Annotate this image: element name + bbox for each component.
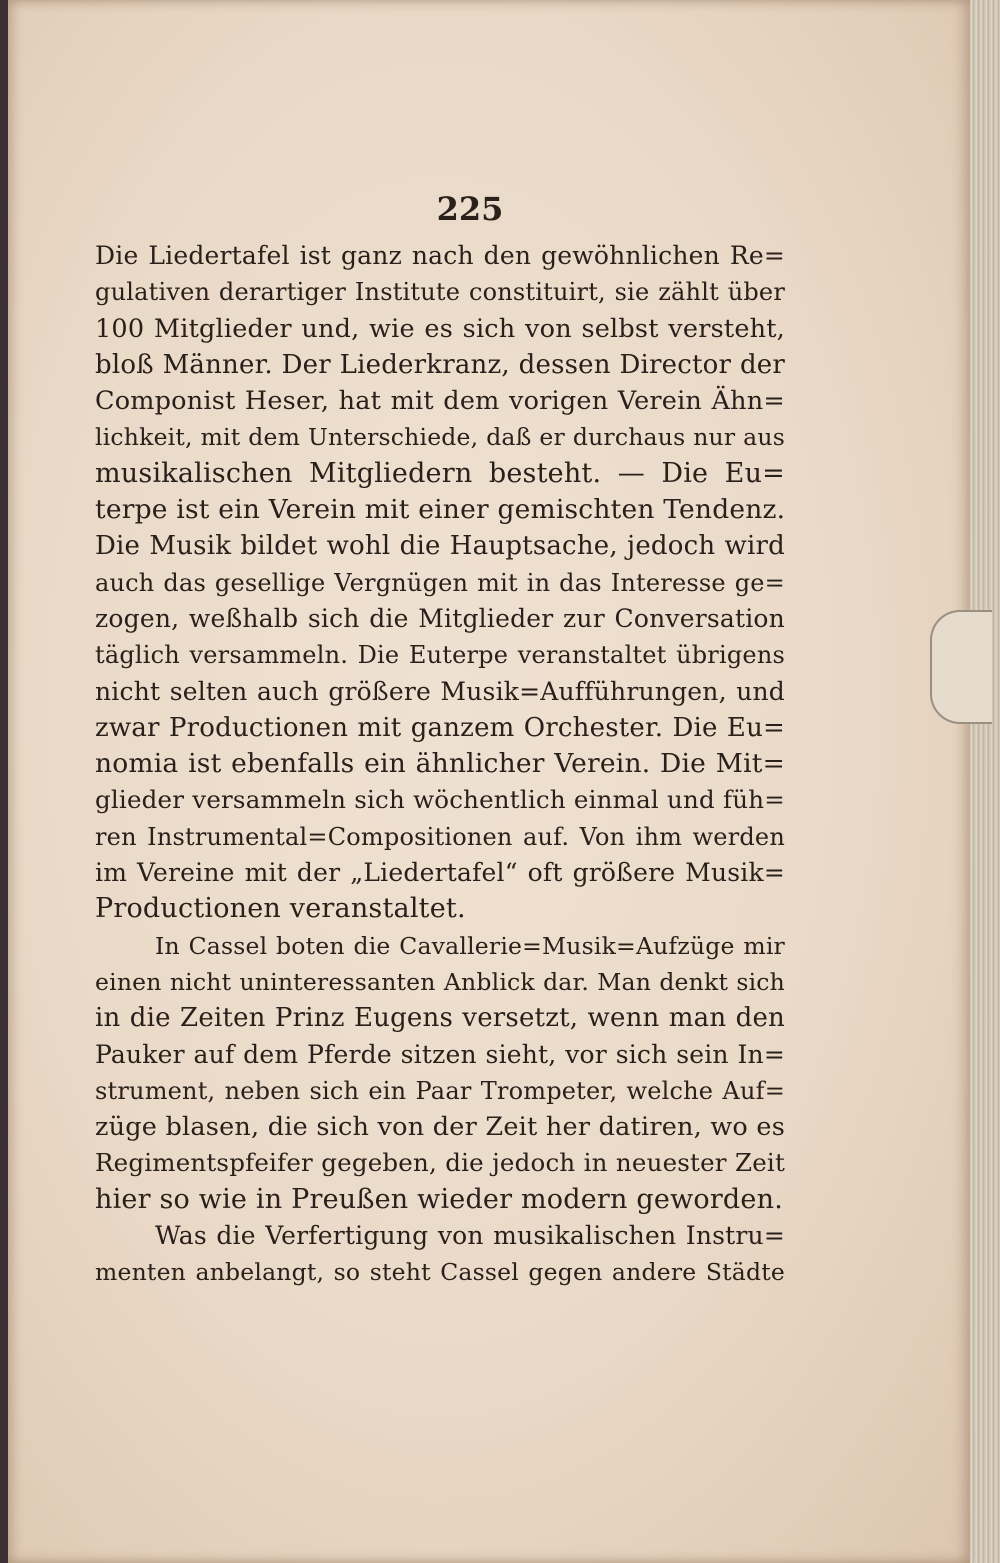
page-tab-marker	[930, 610, 992, 724]
text-line: strument, neben sich ein Paar Trompeter, welche Auf=	[95, 1076, 785, 1105]
text-line: Productionen veranstaltet.	[95, 893, 466, 925]
text-line: Regimentspfeifer gegeben, die jedoch in neuester Zeit	[95, 1148, 785, 1178]
text-line: lichkeit, mit dem Unterschiede, daß er durchaus nur aus	[95, 423, 785, 452]
text-line: gulativen derartiger Institute constituirt, sie zählt über	[95, 278, 785, 307]
text-line: in die Zeiten Prinz Eugens versetzt, wenn man den	[95, 1003, 785, 1034]
page-number: 225	[436, 190, 504, 228]
text-line: musikalischen Mitgliedern besteht. — Die Eu=	[95, 457, 785, 489]
text-line: einen nicht uninteressanten Anblick dar. Man denkt sich	[95, 967, 785, 996]
text-line: In Cassel boten die Cavallerie=Musik=Aufzüge mir	[155, 931, 785, 960]
text-line: Componist Heser, hat mit dem vorigen Verein Ähn=	[95, 386, 785, 417]
text-line: täglich versammeln. Die Euterpe veranstaltet übrigens	[95, 641, 785, 670]
text-line: ren Instrumental=Compositionen auf. Von ihm werden	[95, 822, 785, 851]
text-line: zwar Productionen mit ganzem Orchester. Die Eu=	[95, 712, 785, 743]
text-line: 100 Mitglieder und, wie es sich von selbst versteht,	[95, 313, 785, 344]
text-line: Die Liedertafel ist ganz nach den gewöhnlichen Re=	[95, 241, 785, 270]
text-line: bloß Männer. Der Liederkranz, dessen Director der	[95, 349, 785, 380]
text-line: glieder versammeln sich wöchentlich einmal und füh=	[95, 785, 785, 815]
text-line: auch das gesellige Vergnügen mit in das Interesse ge=	[95, 568, 785, 597]
text-line: Pauker auf dem Pferde sitzen sieht, vor sich sein In=	[95, 1039, 785, 1069]
text-line: menten anbelangt, so steht Cassel gegen andere Städte	[95, 1258, 785, 1287]
text-line: nicht selten auch größere Musik=Aufführungen, und	[95, 676, 785, 706]
text-line: terpe ist ein Verein mit einer gemischten Tendenz.	[95, 494, 786, 526]
text-line: züge blasen, die sich von der Zeit her datiren, wo es	[95, 1112, 785, 1143]
text-line: hier so wie in Preußen wieder modern geworden.	[95, 1183, 783, 1215]
page-text	[95, 238, 785, 1291]
text-line: zogen, weßhalb sich die Mitglieder zur Conversation	[95, 603, 785, 633]
text-line: Die Musik bildet wohl die Hauptsache, jedoch wird	[95, 531, 785, 562]
text-line: nomia ist ebenfalls ein ähnlicher Verein. Die Mit=	[95, 748, 785, 780]
text-line: Was die Verfertigung von musikalischen Instru=	[155, 1221, 785, 1251]
text-line: im Vereine mit der „Liedertafel“ oft größere Musik=	[95, 858, 785, 888]
